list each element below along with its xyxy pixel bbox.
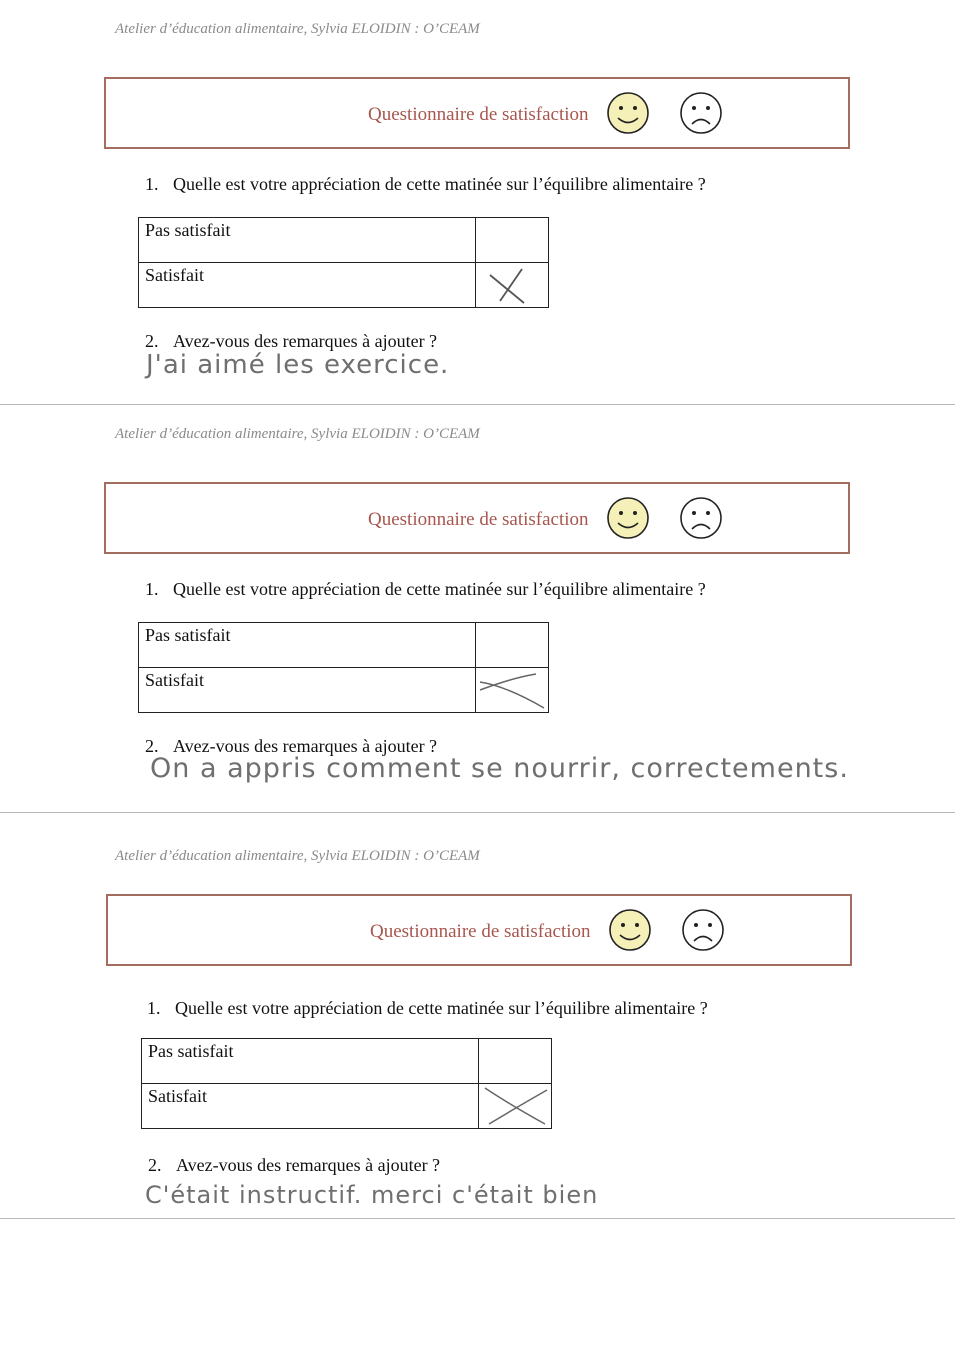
answer-table bbox=[141, 1038, 552, 1129]
question-1-text: Quelle est votre appréciation de cette matinée sur l’équilibre alimentaire ? bbox=[173, 174, 706, 194]
questionnaire-form-3 bbox=[0, 813, 980, 1218]
header-note: Atelier d’éducation alimentaire, Sylvia ELOIDIN : O’CEAM bbox=[115, 848, 480, 864]
checkbox-unsatisfied[interactable] bbox=[478, 1039, 552, 1083]
check-mark-icon bbox=[479, 1084, 552, 1128]
smiley-sad-icon bbox=[679, 496, 723, 540]
question-1 bbox=[145, 174, 706, 195]
form-title: Questionnaire de satisfaction bbox=[370, 921, 591, 942]
question-1-number: 1. bbox=[145, 174, 159, 194]
answer-row-satisfied bbox=[142, 1084, 551, 1128]
answer-row-satisfied bbox=[139, 668, 548, 712]
smiley-happy-icon bbox=[606, 91, 650, 135]
questionnaire-form-1 bbox=[0, 0, 980, 404]
questionnaire-form-2 bbox=[0, 405, 980, 809]
option-unsatisfied-label: Pas satisfait bbox=[145, 625, 231, 645]
option-satisfied-label: Satisfait bbox=[148, 1086, 207, 1106]
question-1-text: Quelle est votre appréciation de cette matinée sur l’équilibre alimentaire ? bbox=[173, 579, 706, 599]
question-2-text: Avez-vous des remarques à ajouter ? bbox=[173, 331, 438, 351]
form-title: Questionnaire de satisfaction bbox=[368, 509, 589, 530]
answer-row-unsatisfied bbox=[139, 623, 548, 668]
smiley-happy-icon bbox=[606, 496, 650, 540]
title-box bbox=[104, 482, 850, 554]
remark-text: J'ai aimé les exercice. bbox=[146, 350, 450, 380]
smiley-happy-icon bbox=[608, 908, 652, 952]
checkbox-unsatisfied[interactable] bbox=[475, 623, 549, 667]
answer-table bbox=[138, 622, 549, 713]
check-mark-icon bbox=[476, 668, 549, 712]
question-2-number: 2. bbox=[145, 331, 159, 351]
answer-row-unsatisfied bbox=[139, 218, 548, 263]
question-1 bbox=[145, 579, 706, 600]
question-1-number: 1. bbox=[145, 579, 159, 599]
question-2-text: Avez-vous des remarques à ajouter ? bbox=[176, 1155, 441, 1175]
question-2 bbox=[148, 1155, 440, 1176]
title-box bbox=[104, 77, 850, 149]
question-1 bbox=[147, 998, 708, 1019]
question-2 bbox=[145, 331, 437, 352]
smiley-sad-icon bbox=[681, 908, 725, 952]
remark-text: On a appris comment se nourrir, correctements. bbox=[150, 753, 849, 784]
checkbox-unsatisfied[interactable] bbox=[475, 218, 549, 262]
title-box bbox=[106, 894, 852, 966]
answer-table bbox=[138, 217, 549, 308]
check-mark-icon bbox=[476, 263, 549, 307]
header-note: Atelier d’éducation alimentaire, Sylvia ELOIDIN : O’CEAM bbox=[115, 21, 480, 37]
answer-row-satisfied bbox=[139, 263, 548, 307]
sheet-divider bbox=[0, 1218, 955, 1219]
checkbox-satisfied[interactable] bbox=[475, 263, 549, 307]
checkbox-satisfied[interactable] bbox=[478, 1084, 552, 1128]
question-1-number: 1. bbox=[147, 998, 161, 1018]
option-satisfied-label: Satisfait bbox=[145, 670, 204, 690]
checkbox-satisfied[interactable] bbox=[475, 668, 549, 712]
question-2-number: 2. bbox=[148, 1155, 162, 1175]
option-unsatisfied-label: Pas satisfait bbox=[148, 1041, 234, 1061]
header-note: Atelier d’éducation alimentaire, Sylvia ELOIDIN : O’CEAM bbox=[115, 426, 480, 442]
option-unsatisfied-label: Pas satisfait bbox=[145, 220, 231, 240]
question-1-text: Quelle est votre appréciation de cette matinée sur l’équilibre alimentaire ? bbox=[175, 998, 708, 1018]
question-2-number: 2. bbox=[145, 736, 159, 756]
form-title: Questionnaire de satisfaction bbox=[368, 104, 589, 125]
answer-row-unsatisfied bbox=[142, 1039, 551, 1084]
question-2-text: Avez-vous des remarques à ajouter ? bbox=[173, 736, 438, 756]
smiley-sad-icon bbox=[679, 91, 723, 135]
option-satisfied-label: Satisfait bbox=[145, 265, 204, 285]
remark-text: C'était instructif. merci c'était bien bbox=[145, 1181, 599, 1209]
